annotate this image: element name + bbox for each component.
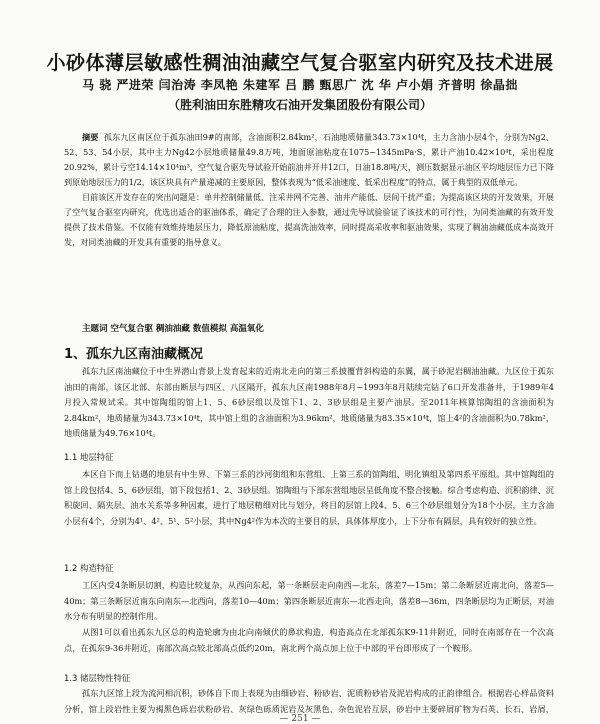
subsection-heading-1-3: 1.3 储层物性特征 [64,673,131,683]
paper-title: 小砂体薄层敏感性稠油油藏空气复合驱室内研究及技术进展 [46,52,554,74]
body-paragraph-reservoir: 孤东九区馆上段为流河相沉积，砂体自下而上表现为由细砂岩、粉砂岩、泥质粉砂岩及泥岩构成的正韵律组合。根据岩心样品资料分析，馆上段岩性主要为褐黑色砾岩状粉砂岩、灰绿色砾质泥岩及灰黑色、杂色泥岩互层，砂岩中主要碎屑矿物为石英、长石、岩屑， [64,688,554,714]
affiliation: （胜利油田东胜精攻石油开发集团股份有限公司） [167,98,432,112]
section-heading-1: 1、孤东九区南油藏概况 [64,347,204,362]
subsection-heading-1-1: 1.1 地层特征 [64,452,114,462]
abstract-para-2: 目前该区开发存在的突出问题是：单井控制储量低、注采井网不完善、油井产能低、层间干扰严重；为提高该区块的开发效果，开展了空气复合驱室内研究，优选出适合的驱油体系，确定了合理的注入参数，通过先导试验验证了该技术的可行性，为同类油藏的有效开发提供了技术借鉴。不仅能有效维持地层压力，降低原油粘度，提高洗油效率，同时提高采收率和驱油效果，实现了稠油油藏低成本高效开发，对同类油藏的开发具有重要的指导意义。 [64,192,554,247]
keywords: 主题词 空气复合驱 稠油油藏 数值模拟 高温氧化 [82,324,264,334]
body-paragraph-structure-2: 从图1可以看出孤东九区总的构造轮廓为由北向南倾伏的鼻状构造，构造高点在北部孤东K9-11井附近，同时在南部存在一个次高点，在孤东9-36井附近，南部次高点较北部高点低约20m，南北两个高点加上位于中部的平台即形成了一个鞍形。 [64,627,554,653]
subsection-heading-1-2: 1.2 构造特征 [64,563,114,573]
abstract-label: 摘要 [82,132,99,142]
body-paragraph-structure: 工区内受4条断层切割，构造比较复杂，从西向东起，第一条断层走向南西—北东，落差7—15m；第二条断层近南北向，落差5—40m；第三条断层近南东向南东—北西向，落差10—40m；第四条断层近南东—北西走向，落差8—36m，四条断层均为正断层，对油水分布有明显的控制作用。 [64,580,554,622]
abstract-text: 孤东九区南区位于孤东油田9#的南部，含油面积2.84km²，石油地质储量343.73×10⁴t，主力含油小层4个，分别为Ng2、52、53、54小层，其中主力Ng42小层地质储量49.8万吨，地面原油粘度在1075~1345mPa·S，累计产油10.42×10⁴t，采出程度20.92%，累计亏空14.14×10⁴m³，空气复合驱先导试验开始前油井开井12口，日油18.8吨/天，测压数据显示油区平均地层压力已下降到原始地层压力的1/2，该区块具有产量递减的主要原因，整体表现为“低采油速度、低采出程度”的特点，属于典型的双低单元。 [64,132,554,187]
page-number: — 251 — [279,714,321,724]
body-paragraph-overview: 孤东九区南油藏位于中生界潜山背景上发育起来的近南北走向的第三系披覆背斜构造的东翼，属于砂泥岩稠油油藏。九区位于孤东油田的南部，该区北部、东部由断层与四区、八区隔开，孤东九区南1988年8月~1993年8月陆续完钻了6口开发准备井，于1989年4月投入常规试采。其中馆陶组的馆上1、5、6砂层组以及馆下1、2、3砂层组是主要产油层。至2011年核算馆陶组的含油面积为2.84km²，地质储量为343.73×10⁴t，其中馆上组的含油面积为3.96km²，地质储量为83.35×10⁴t，馆上4²的含油面积为0.78km²，地质储量为49.76×10⁴t。 [64,366,554,439]
body-paragraph-strata: 本区自下而上钻遇的地层有中生界、下第三系的沙河街组和东营组、上第三系的馆陶组、明化镇组及第四系平原组。其中馆陶组的馆上段包括4、5、6砂层组，馆下段包括1、2、3砂层组。馆陶组与下部东营组地层呈低角度不整合接触。综合考虑构造、沉积韵律、沉积旋回、隔夹层、油水关系等多种因素，进行了地层精细对比与划分，将目的层馆上段4、5、6三个砂层组划分为18个小层，主力含油小层有4个，分别为4¹、4²、5¹、5²小层，其中Ng4²作为本次的主要目的层，具体体厚度小，上下分布有隔层，具有较好的独立性。 [64,469,554,526]
author-list: 马 骁 严进荣 闫治涛 李凤艳 朱建军 吕 鹏 甄思广 沈 华 卢小娟 齐普明 徐晶拙 [82,78,518,92]
abstract-para-1 [64,130,554,190]
abstract [64,130,554,250]
